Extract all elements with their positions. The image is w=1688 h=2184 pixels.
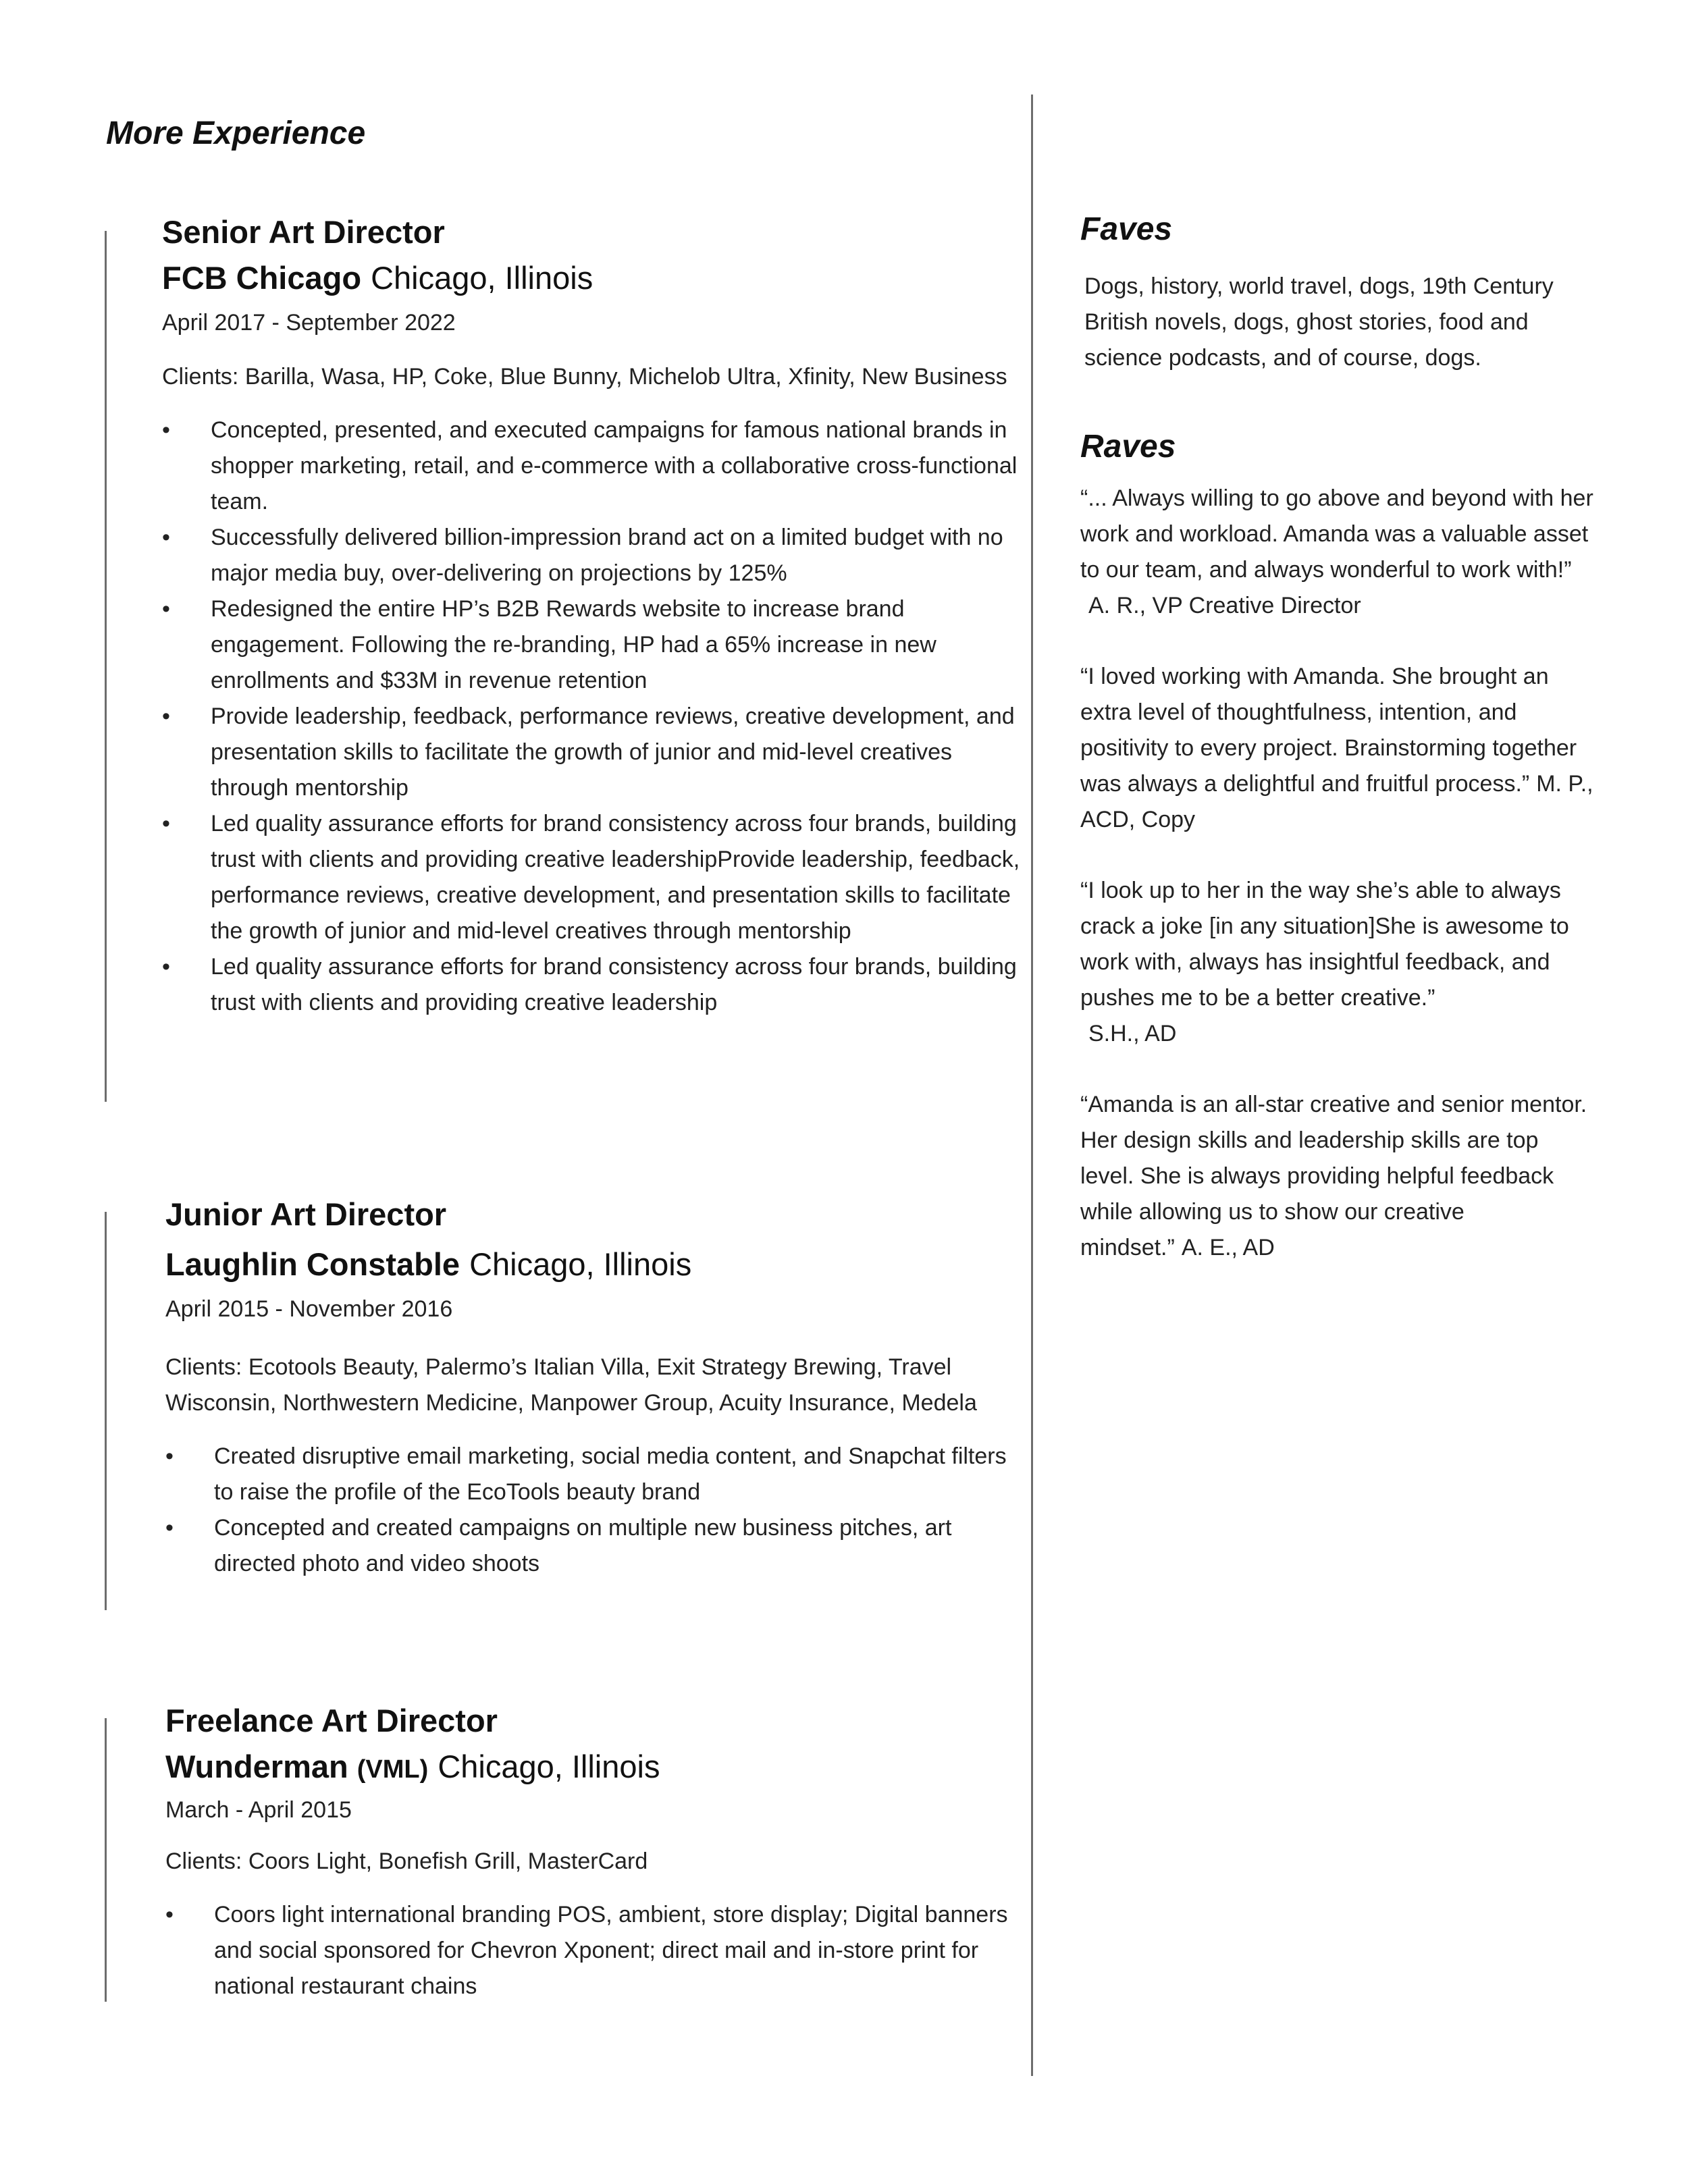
job-location: Chicago, Illinois	[438, 1749, 660, 1784]
rave-text: “... Always willing to go above and beyond with her work and workload. Amanda was a valuable asset to our team, and always wonderful to work with!”	[1080, 485, 1593, 583]
job-bullets	[162, 412, 1033, 1021]
job-accent-rule	[105, 231, 107, 1102]
job-dates: March - April 2015	[165, 1797, 352, 1823]
rave-text: “Amanda is an all-star creative and senior mentor. Her design skills and leadership skills are top level. She is always providing helpful feedback while allowing us to show our creative mindset.”	[1080, 1092, 1587, 1260]
rave-attribution: A. E., AD	[1181, 1235, 1275, 1260]
rave-text: “I loved working with Amanda. She brought an extra level of thoughtfulness, intention, and positivity to every project. Brainstorming together was always a delightful and fruitful process.”	[1080, 664, 1577, 797]
job-entry	[165, 1192, 1009, 1582]
bullet-item: • Concepted, presented, and executed campaigns for famous national brands in shopper marketing, retail, and e-commerce with a collaborative cross-functional team.	[162, 412, 1033, 520]
bullet-item: • Concepted and created campaigns on multiple new business pitches, art directed photo and video shoots	[165, 1510, 1009, 1582]
job-accent-rule	[105, 1718, 107, 2002]
job-dates: April 2015 - November 2016	[165, 1296, 453, 1322]
rave-attribution: S.H., AD	[1088, 1021, 1177, 1046]
company-name: Laughlin Constable	[165, 1246, 460, 1282]
page-heading: More Experience	[106, 115, 366, 151]
company-line	[165, 1242, 1009, 1287]
rave-quote	[1080, 659, 1593, 838]
job-clients: Clients: Ecotools Beauty, Palermo’s Italian Villa, Exit Strategy Brewing, Travel Wisconsin, Northwestern Medicine, Manpower Group, Acuity Insurance, Medela	[165, 1354, 977, 1416]
job-accent-rule	[105, 1212, 107, 1610]
rave-quote	[1080, 1087, 1593, 1266]
job-title: Freelance Art Director	[165, 1703, 498, 1738]
job-entry	[165, 1698, 1009, 2004]
rave-attribution: A. R., VP Creative Director	[1088, 593, 1361, 618]
job-bullets	[165, 1897, 1009, 2004]
bullet-item: • Provide leadership, feedback, performance reviews, creative development, and presentation skills to facilitate the growth of junior and mid-level creatives through mentorship	[162, 699, 1033, 806]
company-name: FCB Chicago	[162, 260, 362, 296]
bullet-item: • Led quality assurance efforts for brand consistency across four brands, building trust with clients and providing creative leadershipProvide leadership, feedback, performance reviews, creative development, and presentation skills to facilitate the growth of junior and mid-level creatives through mentorship	[162, 806, 1033, 949]
company-name: Wunderman	[165, 1749, 348, 1784]
bullet-item: • Successfully delivered billion-impression brand act on a limited budget with no major media buy, over-delivering on projections by 125%	[162, 520, 1033, 591]
bullet-item: • Coors light international branding POS, ambient, store display; Digital banners and social sponsored for Chevron Xponent; direct mail and in-store print for national restaurant chains	[165, 1897, 1009, 2004]
company-line	[165, 1744, 1009, 1792]
job-entry	[162, 209, 1033, 1021]
bullet-item: • Led quality assurance efforts for brand consistency across four brands, building trust with clients and providing creative leadership	[162, 949, 1033, 1021]
raves-heading: Raves	[1080, 429, 1176, 464]
rave-quote	[1080, 873, 1593, 1052]
faves-text: Dogs, history, world travel, dogs, 19th Century British novels, dogs, ghost stories, food and science podcasts, and of course, dogs.	[1084, 273, 1554, 371]
company-suffix: (VML)	[357, 1755, 429, 1784]
job-bullets	[165, 1439, 1009, 1582]
job-clients: Clients: Barilla, Wasa, HP, Coke, Blue Bunny, Michelob Ultra, Xfinity, New Business	[162, 364, 1007, 390]
bullet-item: • Redesigned the entire HP’s B2B Rewards website to increase brand engagement. Following the re-branding, HP had a 65% increase in new enrollments and $33M in revenue retention	[162, 591, 1033, 699]
rave-text: “I look up to her in the way she’s able to always crack a joke [in any situation]She is awesome to work with, always has insightful feedback, and pushes me to be a better creative.”	[1080, 878, 1569, 1011]
bullet-item: • Created disruptive email marketing, social media content, and Snapchat filters to raise the profile of the EcoTools beauty brand	[165, 1439, 1009, 1510]
job-location: Chicago, Illinois	[469, 1246, 692, 1282]
rave-quote	[1080, 481, 1593, 624]
job-location: Chicago, Illinois	[371, 260, 594, 296]
job-title: Junior Art Director	[165, 1196, 447, 1232]
faves-heading: Faves	[1080, 211, 1173, 247]
company-line	[162, 255, 1033, 301]
rave-attribution: M. P., ACD, Copy	[1080, 771, 1593, 832]
job-dates: April 2017 - September 2022	[162, 310, 456, 336]
sidebar	[1080, 203, 1593, 1266]
job-clients: Clients: Coors Light, Bonefish Grill, MasterCard	[165, 1848, 648, 1874]
job-title: Senior Art Director	[162, 214, 445, 250]
